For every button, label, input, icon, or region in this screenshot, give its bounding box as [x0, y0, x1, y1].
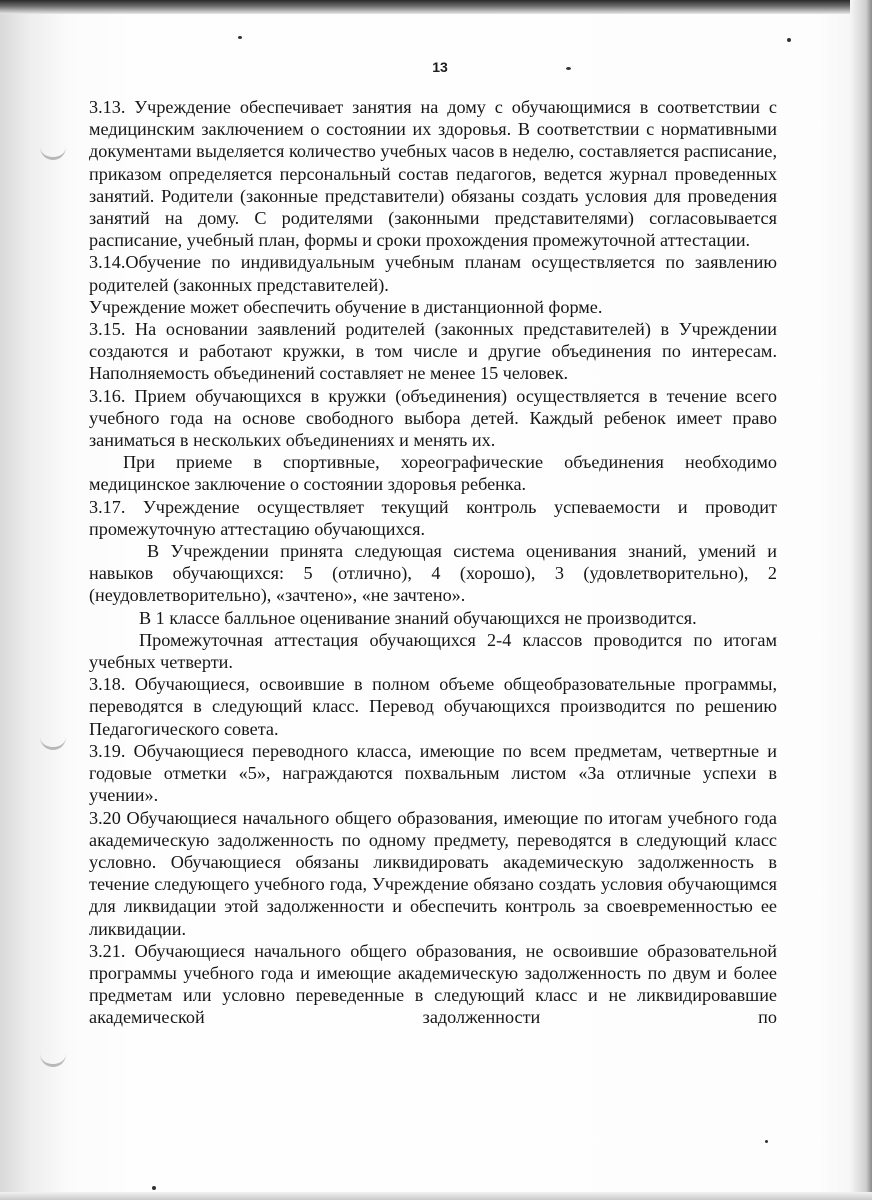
binding-hole-mark — [40, 145, 66, 160]
paragraph-interim-attestation: Промежуточная аттестация обучающихся 2-4 классов проводится по итогам учебных четверти. — [89, 629, 777, 673]
scan-right-edge — [850, 0, 872, 1200]
page-number: 13 — [432, 59, 448, 75]
paragraph-3-19: 3.19. Обучающиеся переводного класса, имеющие по всем предметам, четвертные и годовые отметки «5», награждаются похвальным листом «За отличные успехи в учении». — [89, 740, 777, 806]
paragraph-3-21: 3.21. Обучающиеся начального общего образования, не освоившие образовательной программы учебного года и имеющие академическую задолженность по двум и более предметам или условно переведенные в следующий класс и не ликвидировавшие академической задолженности по — [89, 940, 777, 1028]
binding-hole-mark — [40, 735, 66, 750]
scan-speck — [566, 67, 571, 70]
paragraph-3-16: 3.16. Прием обучающихся в кружки (объединения) осуществляется в течение всего учебного года на основе свободного выбора детей. Каждый ребенок имеет право заниматься в нескольких объединениях и менять их. — [89, 385, 777, 451]
paragraph-3-15: 3.15. На основании заявлений родителей (законных представителей) в Учреждении создаются и работают кружки, в том числе и другие объединения по интересам. Наполняемость объединений составляет не менее 15 человек. — [89, 319, 777, 384]
paragraph-3-20: 3.20 Обучающиеся начального общего образования, имеющие по итогам учебного года академическую задолженность по одному предмету, переводятся в следующий класс условно. Обучающиеся обязаны ликвидировать академическую задолженность в течение следующего учебного года, Учреждение обязано создать условия обучающимся для ликвидации этой задолженности и обеспечить контроль за своевременностью ее ликвидации. — [89, 807, 777, 939]
scan-speck — [238, 36, 242, 39]
paragraph-distance-learning: Учреждение может обеспечить обучение в дистанционной форме. — [89, 296, 603, 317]
scan-bottom-edge — [0, 1192, 872, 1200]
paragraph-3-13: 3.13. Учреждение обеспечивает занятия на дому с обучающимися в соответствии с медицинским заключением о состоянии их здоровья. В соответствии с нормативными документами выделяется количество учебных часов в неделю, составляется расписание, приказом определяется персональный состав педагогов, ведется журнал проведенных занятий. Родители (законные представители) обязаны создать условия для проведения занятий на дому. С родителями (законными представителями) согласовывается расписание, учебный план, формы и сроки прохождения промежуточной аттестации. — [89, 97, 777, 251]
scan-top-edge — [0, 0, 872, 14]
scan-speck — [765, 1140, 768, 1143]
paragraph-3-17: 3.17. Учреждение осуществляет текущий контроль успеваемости и проводит промежуточную аттестацию обучающихся. — [89, 496, 777, 539]
body-text — [89, 96, 777, 1029]
paragraph-grading-system: В Учреждении принята следующая система оценивания знаний, умений и навыков обучающихся: 5 (отлично), 4 (хорошо), 3 (удовлетворительно), 2 (неудовлетворительно), «зачтено», «не зачтено». — [89, 541, 777, 606]
paragraph-sport-admission: При приеме в спортивные, хореографические объединения необходимо медицинское заключение о состоянии здоровья ребенка. — [89, 452, 777, 495]
paragraph-3-18: 3.18. Обучающиеся, освоившие в полном объеме общеобразовательные программы, переводятся в следующий класс. Перевод обучающихся производится по решению Педагогического совета. — [89, 674, 777, 739]
scan-speck — [787, 38, 791, 42]
binding-hole-mark — [40, 1052, 66, 1067]
paragraph-first-class: В 1 классе балльное оценивание знаний обучающихся не производится. — [139, 607, 697, 628]
paragraph-3-14: 3.14.Обучение по индивидуальным учебным планам осуществляется по заявлению родителей (законных представителей). — [89, 252, 777, 295]
scan-speck — [152, 1186, 156, 1190]
